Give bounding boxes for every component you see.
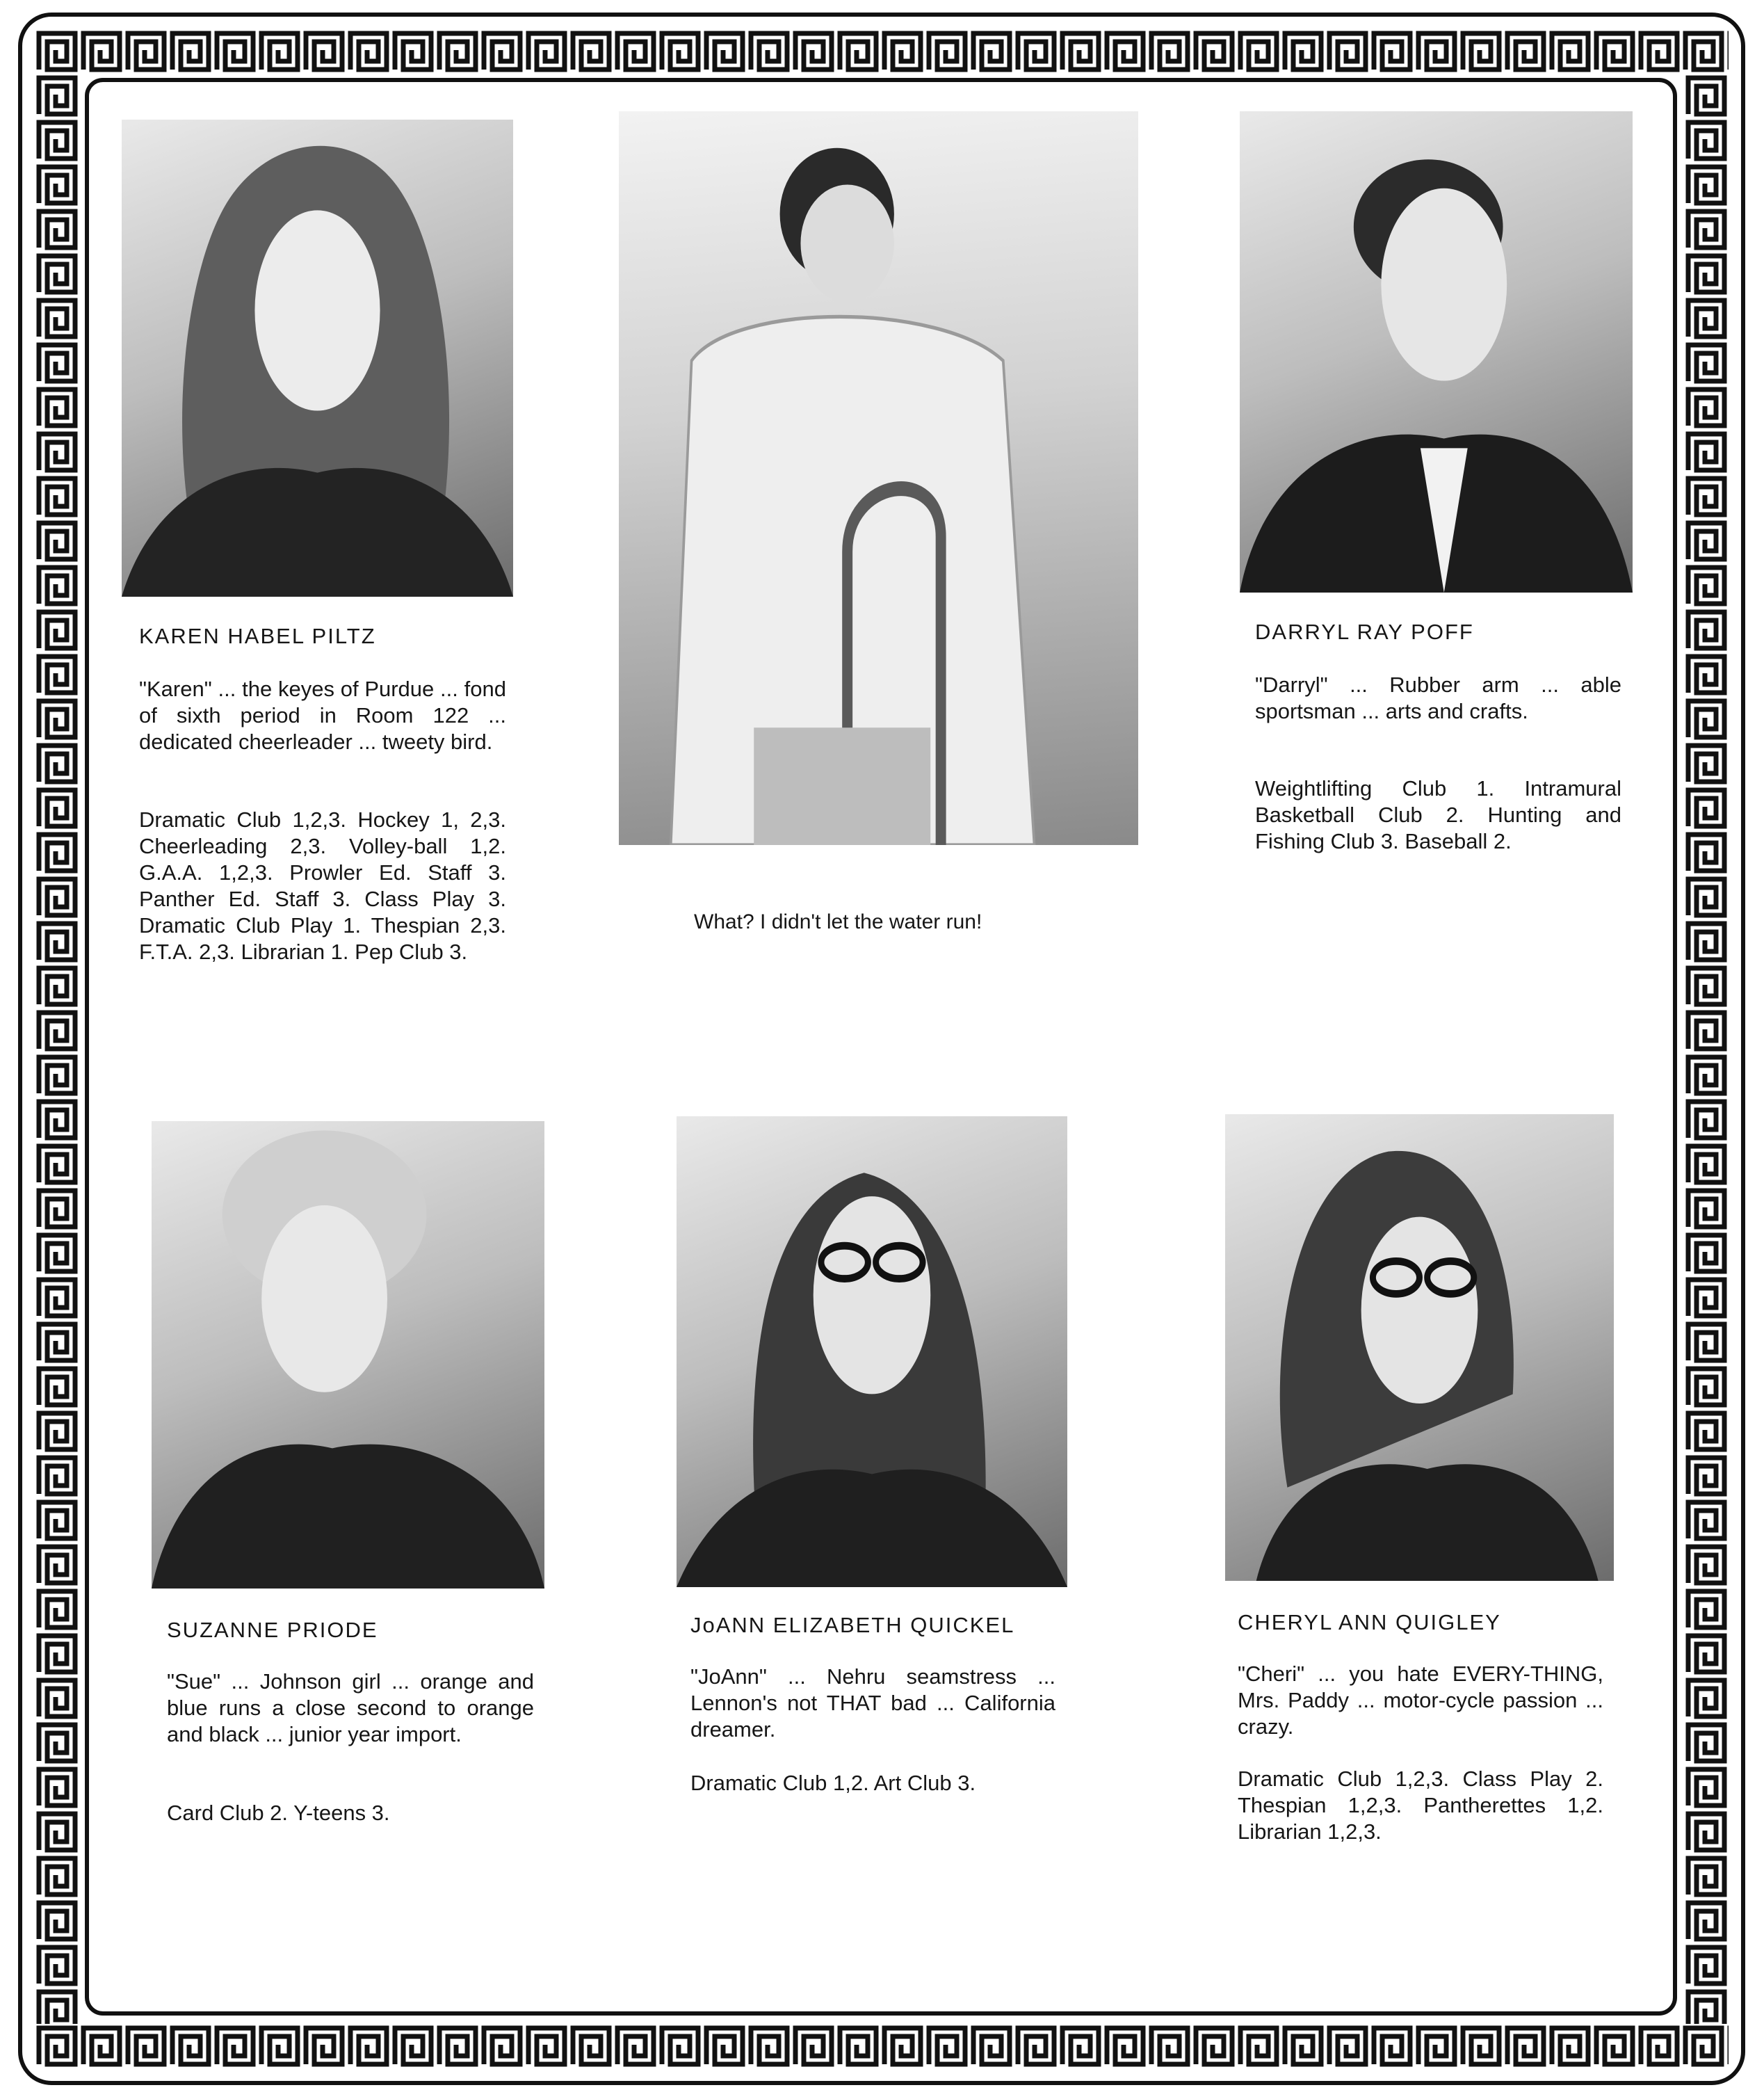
greek-key-border-bottom [35,2024,1729,2068]
photo-caption: What? I didn't let the water run! [694,910,982,933]
senior-name: JoANN ELIZABETH QUICKEL [690,1613,1015,1637]
senior-nickname-line: "Cheri" ... you hate EVERY-THING, Mrs. Paddy ... motor-cycle passion ... crazy. [1238,1662,1603,1739]
senior-nickname-line: "JoAnn" ... Nehru seamstress ... Lennon's not THAT bad ... California dreamer. [690,1664,1055,1742]
senior-name: KAREN HABEL PILTZ [139,624,376,648]
senior-nickname-line: "Sue" ... Johnson girl ... orange and blue runs a close second to orange and black ... junior year import. [167,1669,534,1746]
portrait-cheryl-quigley [1225,1114,1614,1581]
greek-key-border-right [1684,74,1729,2024]
senior-activities: Card Club 2. Y-teens 3. [167,1801,390,1825]
candid-photo-teacher-at-sink [619,111,1138,845]
senior-activities: Dramatic Club 1,2. Art Club 3. [690,1771,976,1795]
greek-key-border-left [35,74,79,2024]
portrait-darryl-poff [1240,111,1633,593]
senior-name: SUZANNE PRIODE [167,1618,378,1642]
senior-activities: Weightlifting Club 1. Intramural Basketball Club 2. Hunting and Fishing Club 3. Baseball 2. [1255,776,1621,853]
senior-name: CHERYL ANN QUIGLEY [1238,1610,1501,1634]
senior-nickname-line: "Karen" ... the keyes of Purdue ... fond of sixth period in Room 122 ... dedicated cheerleader ... tweety bird. [139,677,506,754]
portrait-suzanne-priode [152,1121,544,1589]
portrait-joann-quickel [677,1116,1067,1587]
senior-activities: Dramatic Club 1,2,3. Class Play 2. Thespian 1,2,3. Pantherettes 1,2. Librarian 1,2,3. [1238,1767,1603,1844]
portrait-karen-piltz [122,120,513,597]
greek-key-border-top [35,29,1729,74]
senior-name: DARRYL RAY POFF [1255,620,1474,644]
senior-nickname-line: "Darryl" ... Rubber arm ... able sportsman ... arts and crafts. [1255,673,1621,723]
senior-activities: Dramatic Club 1,2,3. Hockey 1, 2,3. Cheerleading 2,3. Volley-ball 1,2. G.A.A. 1,2,3. Prowler Ed. Staff 3. Panther Ed. Staff 3. Class Play 3. Dramatic Club Play 1. Thespian 2,3. F.T.A. 2,3. Librarian 1. Pep Club 3. [139,807,506,964]
